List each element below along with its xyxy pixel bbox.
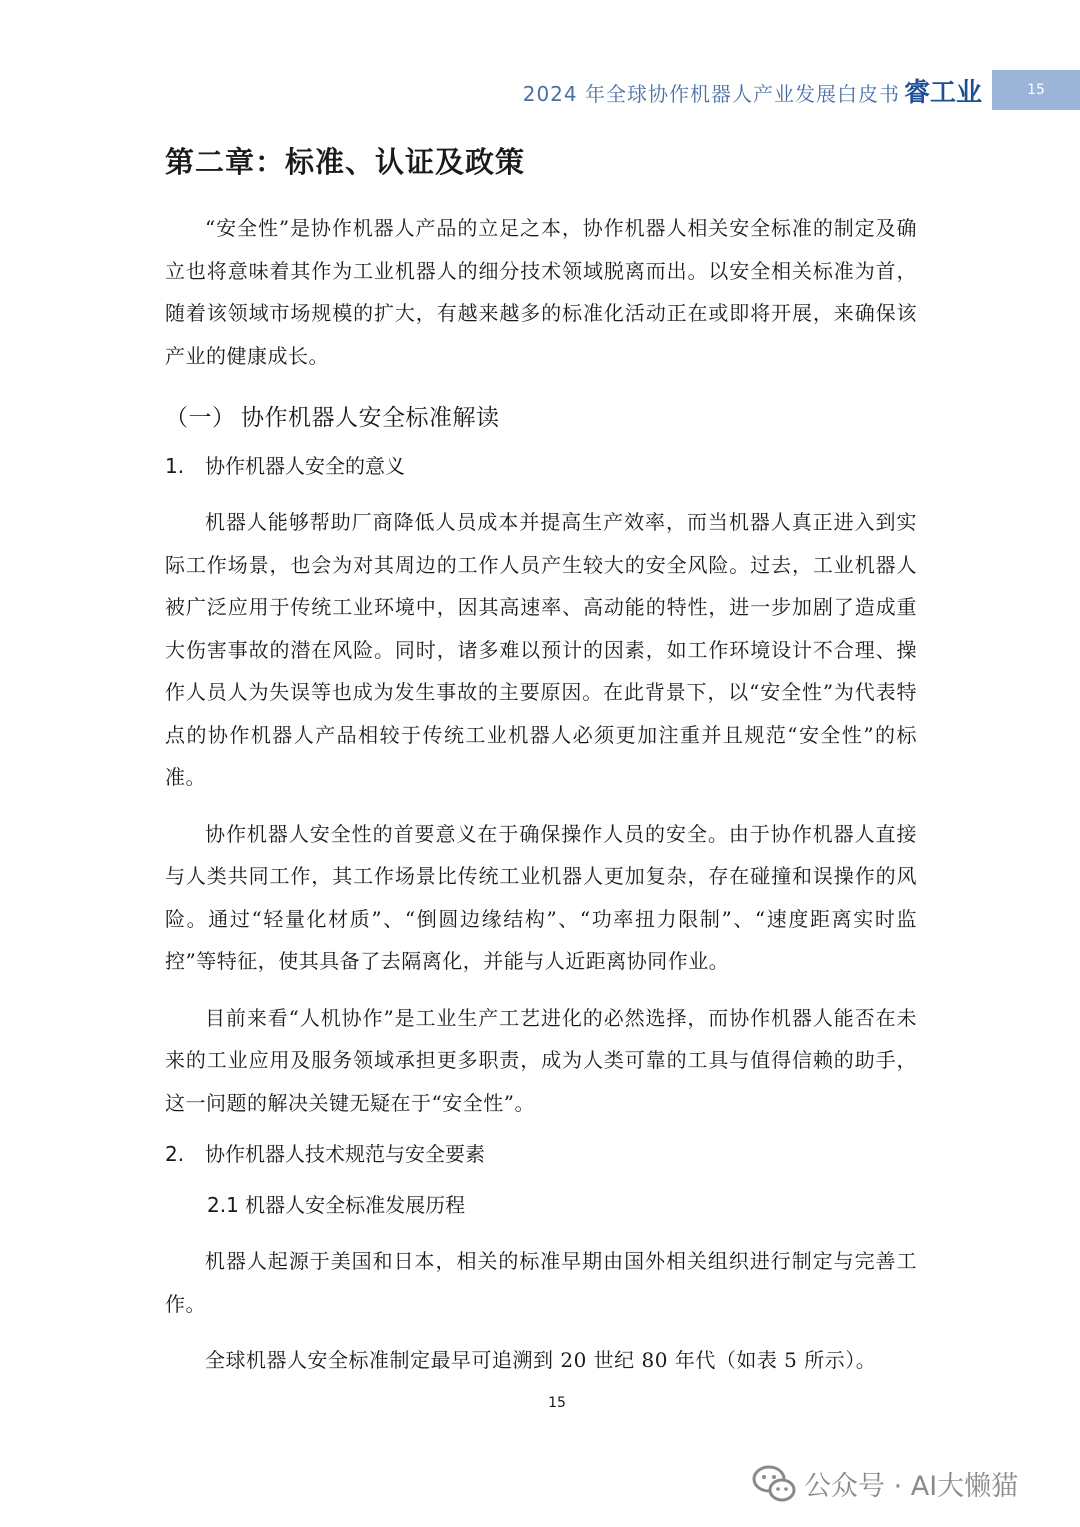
page-content — [165, 132, 917, 1396]
header-title: 2024 年全球协作机器人产业发展白皮书 — [522, 82, 900, 106]
body-paragraph: 目前来看“人机协作”是工业生产工艺进化的必然选择，而协作机器人能否在未来的工业应用及服务领域承担更多职责，成为人类可靠的工具与值得信赖的助手，这一问题的解决关键无疑在于“安全性”。 — [165, 1005, 917, 1115]
subsection-heading — [165, 1138, 917, 1167]
brand-logo-text: 睿工业 — [903, 78, 982, 108]
subsubsection-title: 2.1 机器人安全标准发展历程 — [207, 1193, 466, 1217]
subsection-title: 协作机器人安全的意义 — [205, 454, 405, 478]
subsection-number: 2. — [165, 1142, 185, 1166]
section-title: 协作机器人安全标准解读 — [241, 405, 500, 431]
section-number: （一） — [165, 405, 236, 431]
watermark — [752, 1458, 1018, 1508]
subsection-number: 1. — [165, 454, 185, 478]
body-paragraph: 协作机器人安全性的首要意义在于确保操作人员的安全。由于协作机器人直接与人类共同工作，其工作场景比传统工业机器人更加复杂，存在碰撞和误操作的风险。通过“轻量化材质”、“倒圆边缘结构”、“功率扭力限制”、“速度距离实时监控”等特征，使其具备了去隔离化，并能与人近距离协同作业。 — [165, 821, 917, 973]
body-paragraph: 机器人起源于美国和日本，相关的标准早期由国外相关组织进行制定与完善工作。 — [165, 1249, 917, 1316]
wechat-icon — [752, 1463, 796, 1503]
body-paragraph: 机器人能够帮助厂商降低人员成本并提高生产效率，而当机器人真正进入到实际工作场景，也会为对其周边的工作人员产生较大的安全风险。过去，工业机器人被广泛应用于传统工业环境中，因其高速率、高动能的特性，进一步加剧了造成重大伤害事故的潜在风险。同时，诸多难以预计的因素，如工作环境设计不合理、操作人员人为失误等也成为发生事故的主要原因。在此背景下，以“安全性”为代表特点的协作机器人产品相较于传统工业机器人必须更加注重并且规范“安全性”的标准。 — [165, 510, 917, 789]
chapter-title: 第二章：标准、认证及政策 — [165, 145, 526, 179]
watermark-text: 公众号 · AI大懒猫 — [804, 1470, 1019, 1502]
footer-page-number: 15 — [548, 1395, 566, 1411]
section-heading — [165, 399, 917, 432]
subsection-title: 协作机器人技术规范与安全要素 — [205, 1142, 485, 1166]
header-page-number: 15 — [992, 70, 1080, 110]
subsection-heading — [165, 450, 917, 479]
intro-paragraph: “安全性”是协作机器人产品的立足之本，协作机器人相关安全标准的制定及确立也将意味着其作为工业机器人的细分技术领域脱离而出。以安全相关标准为首，随着该领域市场规模的扩大，有越来越多的标准化活动正在或即将开展，来确保该产业的健康成长。 — [165, 216, 917, 368]
page-header — [0, 70, 1080, 110]
body-paragraph: 全球机器人安全标准制定最早可追溯到 20 世纪 80 年代（如表 5 所示）。 — [205, 1348, 877, 1372]
